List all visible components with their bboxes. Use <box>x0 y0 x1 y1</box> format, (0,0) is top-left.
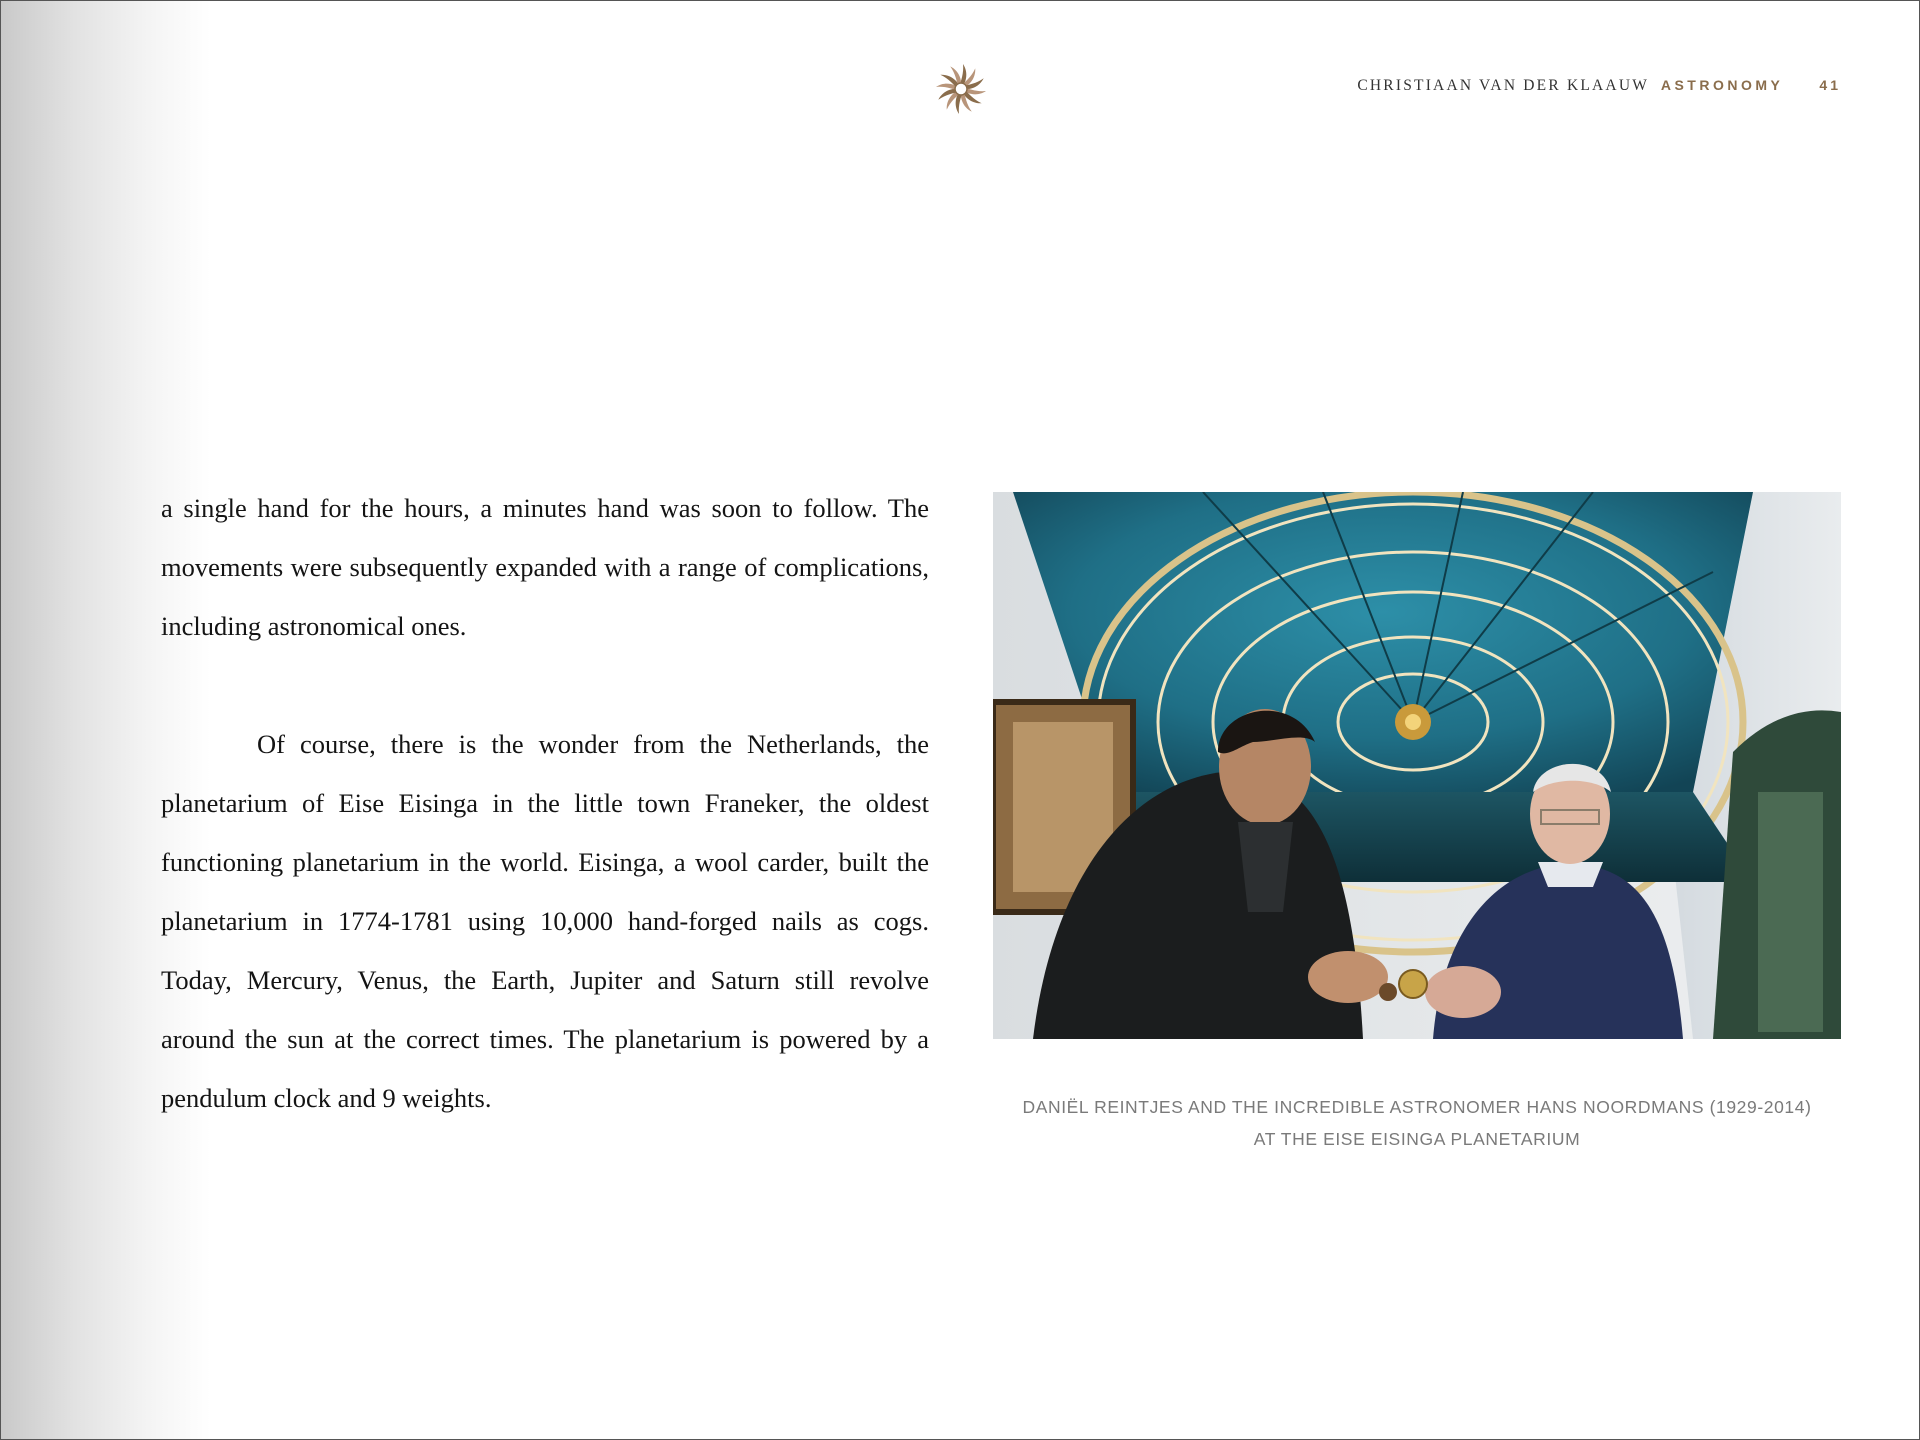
paragraph: Of course, there is the wonder from the Netherlands, the planetarium of Eise Eisinga in the little town Franeker, the oldest functioning planetarium in the world. Eisinga, a wool carder, built the planetarium in 1774-1781 using 10,000 hand-forged nails as cogs. Today, Mercury, Venus, the Earth, Jupiter and Saturn still revolve around the sun at the correct times. The planetarium is powered by a pendulum clock and 9 weights. <box>161 729 929 1113</box>
body-text <box>161 479 929 1128</box>
header-author: CHRISTIAAN VAN DER KLAAUW <box>1357 77 1649 94</box>
photo-caption <box>993 1091 1841 1155</box>
page-number: 41 <box>1819 77 1841 93</box>
sun-ornament-icon <box>933 61 989 117</box>
header-section: ASTRONOMY <box>1660 77 1784 93</box>
running-header <box>1357 77 1841 95</box>
caption-line: DANIËL REINTJES AND THE INCREDIBLE ASTRONOMER HANS NOORDMANS (1929-2014) <box>1022 1097 1812 1117</box>
paragraph: a single hand for the hours, a minutes hand was soon to follow. The movements were subsequently expanded with a range of complications, including astronomical ones. <box>161 493 929 641</box>
planetarium-photo <box>993 492 1841 1039</box>
caption-line: AT THE EISE EISINGA PLANETARIUM <box>1253 1129 1581 1149</box>
